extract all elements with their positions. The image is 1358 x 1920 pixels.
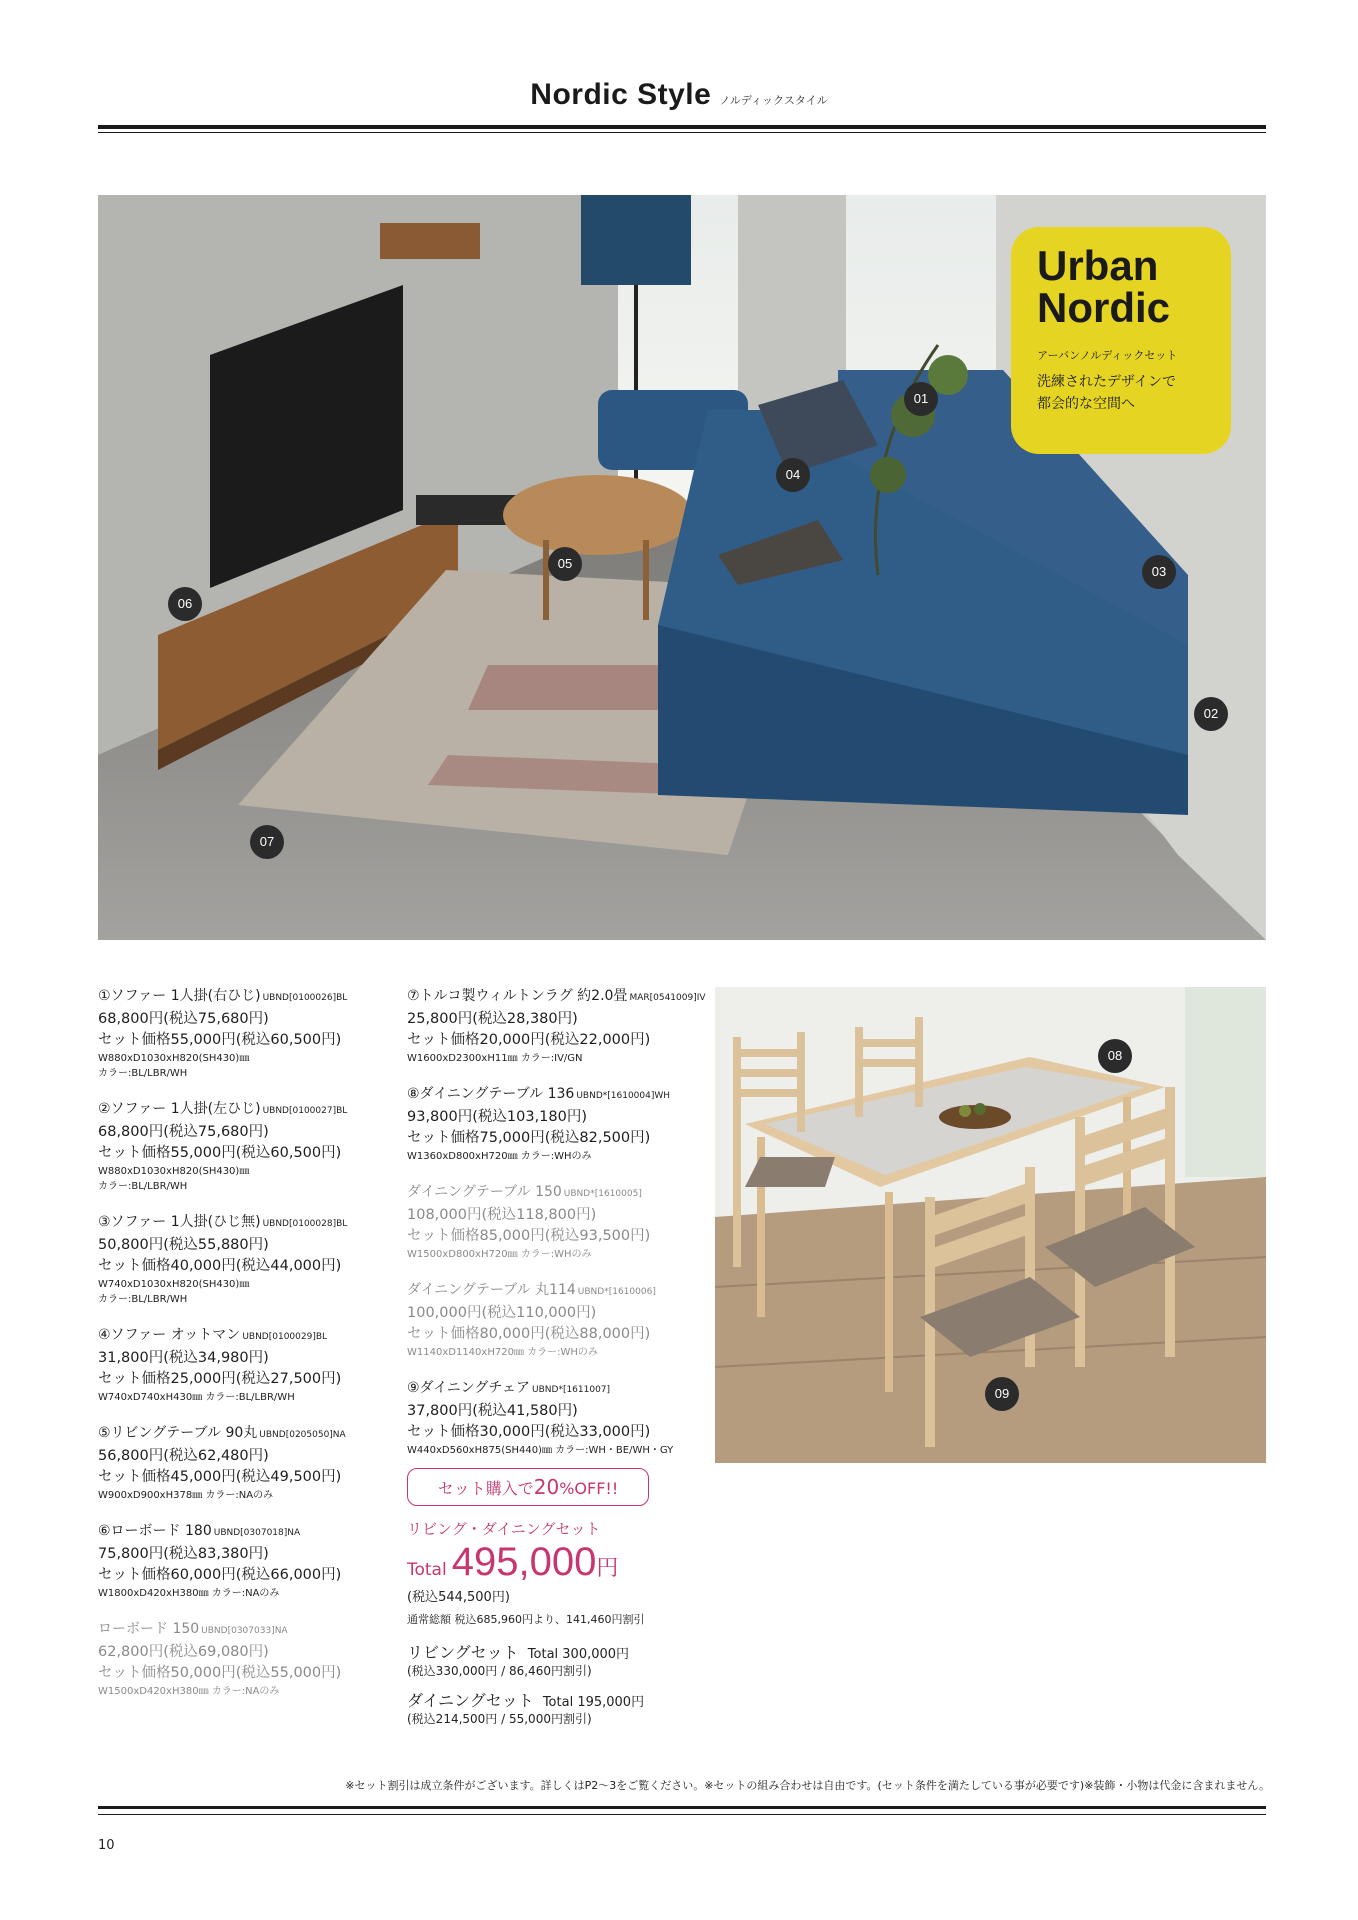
item-marker-09: 09	[985, 1377, 1019, 1411]
header-rule-thick	[98, 125, 1266, 129]
normal-total-note: 通常総額 税込685,960円より、141,460円割引	[407, 1613, 645, 1626]
item-marker-02: 02	[1194, 697, 1228, 731]
page-title: Nordic Style	[530, 78, 712, 111]
set-title-card	[1011, 227, 1231, 454]
product-item: ①ソファー 1人掛(右ひじ) UBND[0100026]BL 68,800円(税込75,680円) セット価格55,000円(税込60,500円) W880xD1030xH820(SH430)㎜ カラー:BL/LBR/WH	[98, 988, 348, 1079]
product-item: ③ソファー 1人掛(ひじ無) UBND[0100028]BL 50,800円(税込55,880円) セット価格40,000円(税込44,000円) W740xD1030xH820(SH430)㎜ カラー:BL/LBR/WH	[98, 1214, 348, 1305]
item-marker-07: 07	[250, 825, 284, 859]
header-rule-thin	[98, 132, 1266, 133]
product-item: ②ソファー 1人掛(左ひじ) UBND[0100027]BL 68,800円(税込75,680円) セット価格55,000円(税込60,500円) W880xD1030xH820(SH430)㎜ カラー:BL/LBR/WH	[98, 1101, 348, 1192]
living-set-detail: (税込330,000円 / 86,460円割引)	[407, 1664, 592, 1678]
item-marker-06: 06	[168, 587, 202, 621]
item-marker-04: 04	[776, 458, 810, 492]
product-item: ⑨ダイニングチェア UBND*[1611007] 37,800円(税込41,580円) セット価格30,000円(税込33,000円) W440xD560xH875(SH440)㎜ カラー:WH・BE/WH・GY	[407, 1380, 674, 1456]
product-item-variant: ダイニングテーブル 150 UBND*[1610005] 108,000円(税込118,800円) セット価格85,000円(税込93,500円) W1500xD800xH720㎜ カラー:WHのみ	[407, 1184, 651, 1260]
item-marker-08: 08	[1098, 1039, 1132, 1073]
product-item: ⑦トルコ製ウィルトンラグ 約2.0畳 MAR[0541009]IV 25,800円(税込28,380円) セット価格20,000円(税込22,000円) W1600xD2300xH11㎜ カラー:IV/GN	[407, 988, 706, 1064]
item-marker-03: 03	[1142, 555, 1176, 589]
product-item-variant: ローボード 150 UBND[0307033]NA 62,800円(税込69,080円) セット価格50,000円(税込55,000円) W1500xD420xH380㎜ カラー:NAのみ	[98, 1621, 342, 1697]
set-title: Urban Nordic	[1037, 242, 1171, 331]
footer-rule-thick	[98, 1806, 1266, 1809]
item-marker-01: 01	[904, 382, 938, 416]
set-copy: 洗練されたデザインで 都会的な空間へ	[1037, 374, 1177, 412]
set-total: Total 495,000円	[407, 1540, 619, 1584]
item-marker-05: 05	[548, 547, 582, 581]
living-room-photo	[98, 195, 1266, 940]
living-set: リビングセット Total 300,000円	[407, 1643, 630, 1662]
set-total-tax: (税込544,500円)	[407, 1590, 510, 1605]
page-subtitle: ノルディックスタイル	[719, 94, 828, 107]
set-subtitle: アーバンノルディックセット	[1037, 349, 1178, 362]
dining-room-photo	[715, 987, 1266, 1463]
dining-set: ダイニングセット Total 195,000円	[407, 1691, 645, 1710]
page-header	[0, 78, 1358, 112]
product-item: ⑤リビングテーブル 90丸 UBND[0205050]NA 56,800円(税込62,480円) セット価格45,000円(税込49,500円) W900xD900xH378㎜ カラー:NAのみ	[98, 1425, 346, 1501]
dining-set-detail: (税込214,500円 / 55,000円割引)	[407, 1712, 592, 1726]
page-number: 10	[98, 1838, 115, 1853]
footer-note: ※セット割引は成立条件がございます。詳しくはP2〜3をご覧ください。※セットの組み合わせは自由です。(セット条件を満たしている事が必要です)※装飾・小物は代金に含まれません。	[345, 1779, 1270, 1792]
product-item-variant: ダイニングテーブル 丸114 UBND*[1610006] 100,000円(税込110,000円) セット価格80,000円(税込88,000円) W1140xD1140xH720㎜ カラー:WHのみ	[407, 1282, 656, 1358]
set-discount-pill: セット購入で20%OFF!!	[407, 1468, 649, 1506]
product-list-middle	[407, 986, 707, 1476]
product-item: ⑧ダイニングテーブル 136 UBND*[1610004]WH 93,800円(税込103,180円) セット価格75,000円(税込82,500円) W1360xD800xH720㎜ カラー:WHのみ	[407, 1086, 671, 1162]
set-name: リビング・ダイニングセット	[407, 1520, 601, 1538]
footer-rule-thin	[98, 1814, 1266, 1815]
product-item: ④ソファー オットマン UBND[0100029]BL 31,800円(税込34,980円) セット価格25,000円(税込27,500円) W740xD740xH430㎜ カラー:BL/LBR/WH	[98, 1327, 342, 1403]
product-item: ⑥ローボード 180 UBND[0307018]NA 75,800円(税込83,380円) セット価格60,000円(税込66,000円) W1800xD420xH380㎜ カラー:NAのみ	[98, 1523, 342, 1599]
product-list-left	[98, 986, 398, 1717]
